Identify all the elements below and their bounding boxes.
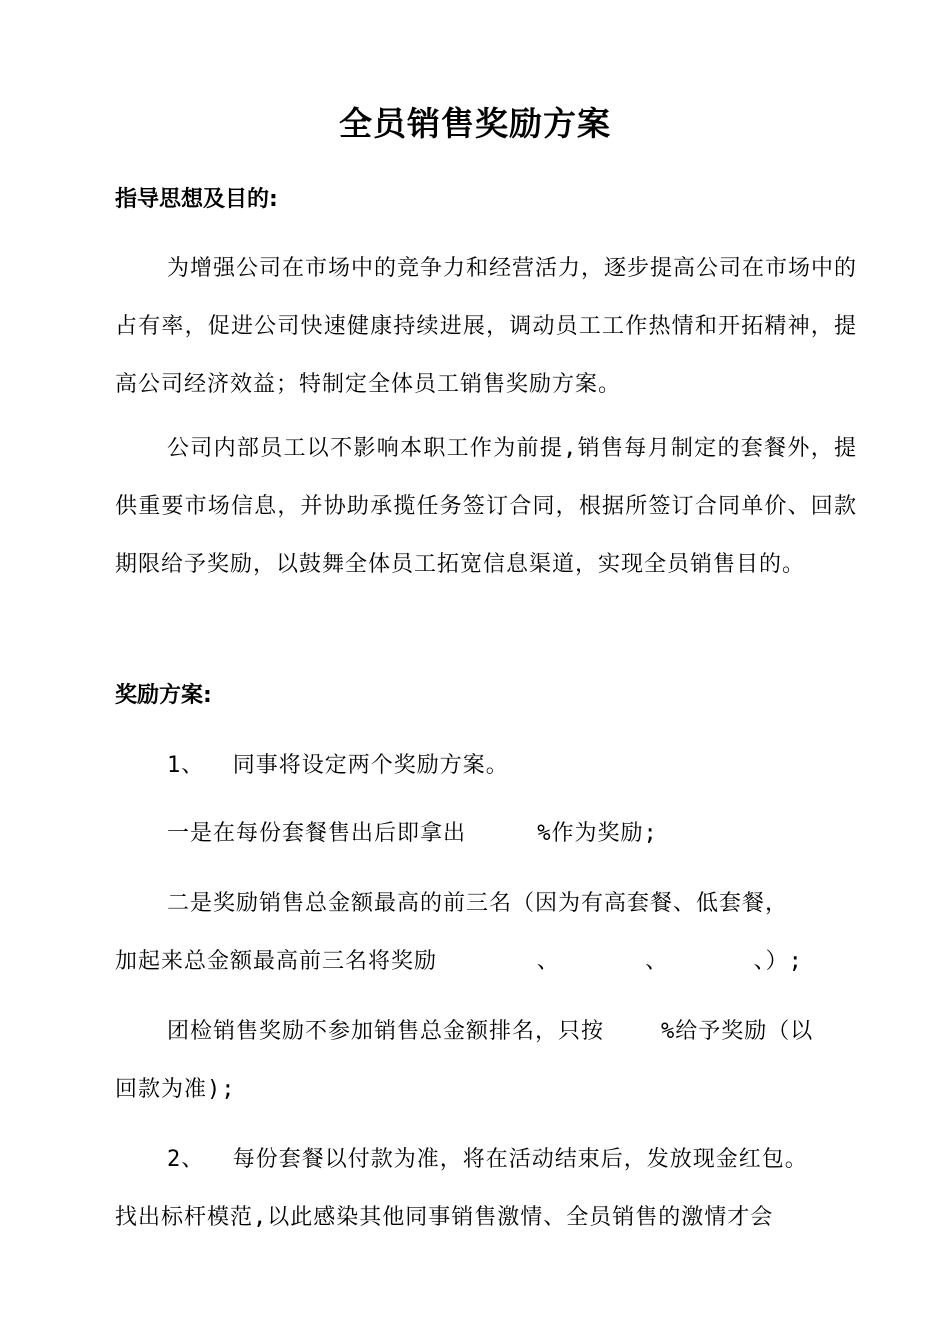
guiding-paragraph-2: 公司内部员工以不影响本职工作为前提,销售每月制定的套餐外，提供重要市场信息，并协助承揽任务签订合同，根据所签订合同单价、回款期限给予奖励，以鼓舞全体员工拓宽信息渠道，实现全员销售目的。 <box>115 436 857 577</box>
reward-item-1b-line-1: 二是奖励销售总金额最高的前三名（因为有高套餐、低套餐， <box>167 891 789 916</box>
reward-item-1a: 一是在每份套餐售出后即拿出 %作为奖励; <box>167 821 658 846</box>
guiding-paragraph-1: 为增强公司在市场中的竞争力和经营活力，逐步提高公司在市场中的占有率，促进公司快速健康持续进展，调动员工工作热情和开拓精神，提高公司经济效益；特制定全体员工销售奖励方案。 <box>115 256 858 397</box>
reward-item-1c-line-2: 回款为准); <box>115 1077 236 1102</box>
reward-item-1: 1、 同事将设定两个奖励方案。 <box>167 753 509 778</box>
reward-item-1c-line-1: 团检销售奖励不参加销售总金额排名，只按 %给予奖励（以 <box>167 1019 814 1044</box>
section-heading-guiding: 指导思想及目的: <box>115 187 278 212</box>
section-heading-reward: 奖励方案: <box>115 683 212 708</box>
reward-item-1b-line-2: 加起来总金额最高前三名将奖励 、 、 、）; <box>115 949 803 974</box>
document-title: 全员销售奖励方案 <box>339 104 611 143</box>
reward-item-2-line-2: 找出标杆模范,以此感染其他同事销售激情、全员销售的激情才会 <box>115 1205 774 1230</box>
reward-item-2-line-1: 2、 每份套餐以付款为准，将在活动结束后，发放现金红包。 <box>167 1147 808 1172</box>
